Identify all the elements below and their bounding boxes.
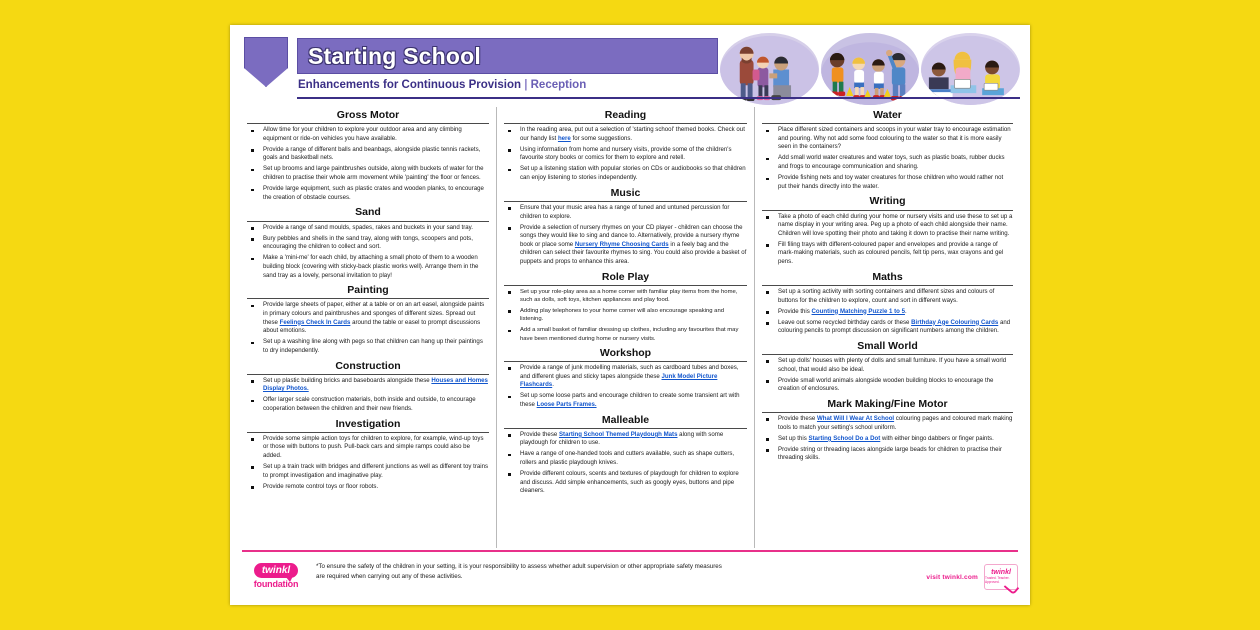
section-item-list [247,377,489,414]
item-text: Provide a range of different balls and beanbags, alongside plastic tennis rackets, goals and basketball nets. [263,145,481,162]
section-item-list [762,126,1013,191]
document-header [240,33,1020,105]
item-text: Provide large sheets of paper, either at a table or on an art easel, alongside paints in primary colours and paintbrushes and sponges of different sizes. Spread out these [263,301,485,326]
list-item [504,224,747,267]
item-text: colouring pages and coloured mark making tools to match your setting's school uniform. [778,415,1013,431]
section-divider [504,201,747,202]
section-divider [762,285,1013,286]
section-title: Investigation [335,417,401,430]
item-text: Bury pebbles and shells in the sand tray, along with tongs, scoopers and pots, encouraging the children to collect and sort. [263,234,473,251]
section-divider [504,361,747,362]
list-item [762,154,1013,171]
twinkl-approved-badge-icon [984,564,1018,590]
list-item [504,364,747,390]
section-item-list [247,435,489,492]
resource-link[interactable]: Starting School Do a Dot [808,434,881,442]
resource-link[interactable]: Birthday Age Colouring Cards [911,318,999,326]
item-text: Set up brooms and large paintbrushes outside, along with buckets of water for the children to practise their whole arm movement while 'painting' the floor or fences. [263,165,484,182]
column-left [240,107,496,548]
list-item [504,307,747,324]
list-item [504,146,747,163]
subtitle-separator: | [524,79,528,91]
item-text: Provide small world animals alongside wooden building blocks to encourage the creation of enclosures. [778,376,994,393]
section-item-list [762,415,1013,463]
list-item [762,357,1013,374]
list-item [247,483,489,492]
item-text: Using information from home and nursery visits, provide some of the children's favourite story books or comics for them to explore and retell. [520,145,732,162]
item-text: Provide some simple action toys for children to explore, for example, wind-up toys or those with buttons to push. Pull-back cars and simple ramps could also be added. [263,434,484,460]
list-item [247,338,489,355]
section-item-list [247,224,489,281]
section-title: Music [610,186,641,199]
item-text: Set up a washing line along with pegs so that children can hang up their paintings to dry independently. [263,338,483,354]
list-item [762,435,1013,444]
section-item-list [504,288,747,343]
document-sheet [230,25,1030,605]
section-divider [247,123,489,124]
list-item [762,288,1013,305]
item-text: Make a 'mini-me' for each child, by attaching a small photo of them to a wooden building block (covering with sticky-back plastic works well). Arrange them in the sand tray as a lovely, personal invitation to play! [263,254,479,279]
list-item [247,146,489,163]
list-item [247,463,489,480]
badge-sub: Trusted. Teacher. Approved. [985,576,1010,584]
section-title: Malleable [601,413,650,426]
item-text: Set up your role-play area as a home corner with familiar play items from the home, such as dolls, soft toys, kitchen appliances and play food. [520,288,738,304]
resource-link[interactable]: Houses and Homes Display Photos. [263,376,488,393]
list-item [247,254,489,280]
list-item [247,377,489,394]
section-divider [247,221,489,222]
resource-link[interactable]: Feelings Check In Cards [279,318,351,326]
item-text: . [904,307,907,315]
section-item-list [762,357,1013,394]
children-running-with-cones-photo [821,33,920,105]
resource-link[interactable]: Nursery Rhyme Choosing Cards [574,240,669,248]
twinkl-logo-word: twinkl [254,563,298,578]
list-item [762,308,1013,317]
header-banner-images [720,33,1020,105]
section-divider [762,123,1013,124]
list-item [762,174,1013,191]
list-item [247,185,489,202]
list-item [504,204,747,221]
list-item [762,241,1013,267]
title-bar [297,38,718,74]
list-item [504,288,747,305]
list-item [504,165,747,182]
list-item [247,435,489,461]
twinkl-foundation-logo [240,558,312,589]
item-text: Provide these [520,430,559,438]
list-item [762,377,1013,394]
list-item [247,396,489,413]
item-text: Set up dolls' houses with plenty of dolls and small furniture. If you have a small world school, that would also be ideal. [778,356,1007,373]
item-text: Set up a listening station with popular stories on CDs or audiobooks so that children can enjoy listening to stories independently. [520,165,746,182]
list-item [247,224,489,233]
item-text: Fill filing trays with different-coloured paper and envelopes and provide a range of mark-making materials, such as coloured pencils, felt tip pens, wax crayons and gel pens. [778,240,1004,266]
page-title: Starting School [308,42,481,69]
resource-link[interactable]: Junk Model Picture Flashcards [520,372,718,389]
item-text: Provide different colours, scents and textures of playdough for children to explore and discuss. Add simple enhancements, such as googly eyes, buttons and pipe cleaners. [520,470,739,495]
section-item-list [762,213,1013,267]
item-text: Adding play telephones to your home corner will also encourage speaking and listening. [520,308,725,323]
list-item [247,126,489,143]
column-right [754,107,1020,548]
item-text: with either bingo dabbers or finger paints. [880,434,994,442]
section-title: Sand [355,206,381,219]
resource-link[interactable]: Counting Matching Puzzle 1 to 5 [811,307,905,315]
section-divider [247,298,489,299]
section-divider [247,374,489,375]
list-item [762,446,1013,463]
twinkl-foundation-word: foundation [253,579,299,589]
section-item-list [504,126,747,183]
section-title: Workshop [599,346,652,359]
list-item [762,415,1013,432]
header-divider [297,97,1020,99]
item-text: Set up a sorting activity with sorting containers and different sizes and colours of buttons for the children to explore, count and sort in different ways. [778,287,995,304]
list-item [504,470,747,496]
section-divider [762,354,1013,355]
list-item [762,319,1013,336]
content-columns [240,107,1020,548]
item-text: along with some playdough for children to use. [520,430,724,447]
item-text: Set up some loose parts and encourage children to create some transient art with these [520,392,740,408]
section-divider [762,412,1013,413]
resource-link[interactable]: here [557,134,571,142]
section-divider [504,428,747,429]
badge-word: twinkl [991,569,1011,577]
parents-greeting-child-photo [720,33,819,105]
section-item-list [247,126,489,202]
section-title: Construction [335,359,401,372]
item-text: Provide a selection of nursery rhymes on your CD player - children can choose the songs they would like to sing and dance to. Alternatively, provide a nursery rhyme book or place some [520,223,743,248]
item-text: around the table or easel to prompt discussions about emotions. [263,318,481,335]
list-item [762,213,1013,239]
item-text: Provide a range of junk modelling materials, such as cardboard tubes and boxes, and different glues and sticky tapes alongside these [520,364,739,380]
resource-link[interactable]: Loose Parts Frames. [536,400,597,408]
safety-note: *To ensure the safety of the children in your setting, it is your responsibility to assess whether adult supervision or other appropriate safety measures are required when carrying out any of these activities. [316,563,722,580]
section-title: Writing [869,195,906,208]
footer-right-group [926,564,1018,590]
list-item [247,235,489,252]
item-text: in a feely bag and the children can select their favourite rhymes to sing. You could also provide a basket of puppets and props to enhance this area. [520,240,747,266]
resource-link[interactable]: What Will I Wear At School [816,415,895,423]
list-item [762,126,1013,152]
section-item-list [504,204,747,267]
children-sitting-reading-photo [921,33,1020,105]
item-text: Set up a train track with bridges and different junctions as well as different toy trains to prompt investigation and imaginative play. [263,463,489,479]
list-item [247,301,489,336]
item-text: Ensure that your music area has a range of tuned and untuned percussion for children to explore. [520,203,730,220]
item-text: Provide this [778,307,812,315]
item-text: and colouring pencils to prompt discussion on significant numbers among the children. [778,318,1011,335]
item-text: Place different sized containers and scoops in your water tray to encourage estimation and pouring. Why not add some food colouring to the water so that it is more easily seen in the containers? [778,126,1011,151]
list-item [504,450,747,467]
item-text: Provide fishing nets and toy water creatures for those children who would rather not put their hands directly into the water. [778,174,1004,190]
item-text: Have a range of one-handed tools and cutters available, such as shape cutters, rollers and plastic playdough knives. [520,450,735,467]
section-divider [504,285,747,286]
item-text: Offer larger scale construction materials, both inside and outside, to encourage cooperation between the children and their new friends. [263,396,476,412]
section-title: Water [873,109,902,121]
item-text: . [552,381,554,389]
list-item [504,326,747,343]
section-title: Reading [604,109,647,121]
list-item [504,431,747,448]
document-footer [240,552,1020,606]
section-item-list [504,431,747,496]
item-text: Add small world water creatures and water toys, such as plastic boats, rubber ducks and frogs to encourage communication and sharing. [778,154,1005,171]
item-text: Provide remote control toys or floor robots. [263,482,379,490]
list-item [504,126,747,143]
item-text: In the reading area, put out a selection of 'starting school' themed books. Check out our handy list [520,126,745,142]
item-text: Set up plastic building bricks and baseboards alongside these [263,376,432,384]
item-text: Provide a range of sand moulds, spades, rakes and buckets in your sand tray. [263,223,473,231]
section-title: Painting [347,284,389,297]
item-text: Allow time for your children to explore your outdoor area and any climbing equipment or ride-on vehicles you have available. [263,126,462,142]
shield-badge-icon [244,37,288,87]
item-text: Add a small basket of familiar dressing up clothes, including any favourites that may have been mentioned during home or nursery visits. [520,327,739,342]
column-middle [496,107,754,548]
section-divider [504,123,747,124]
item-text: Provide these [778,415,817,423]
section-title: Maths [872,270,903,283]
section-divider [762,210,1013,211]
subtitle-main: Enhancements for Continuous Provision [298,79,521,91]
page-subtitle [298,79,586,91]
list-item [504,392,747,409]
section-title: Gross Motor [336,109,400,121]
section-item-list [762,288,1013,336]
item-text: for some suggestions. [570,134,633,142]
item-text: Provide large equipment, such as plastic crates and wooden planks, to encourage the creation of obstacle courses. [263,185,484,201]
section-title: Mark Making/Fine Motor [827,397,948,410]
resource-link[interactable]: Starting School Themed Playdough Mats [558,430,678,438]
item-text: Provide string or threading laces alongside large beads for children to practise their threading skills. [778,445,1002,462]
visit-twinkl-link[interactable]: visit twinkl.com [926,573,978,581]
section-title: Role Play [601,270,650,283]
section-item-list [504,364,747,410]
section-title: Small World [857,339,918,352]
subtitle-stage: Reception [530,79,587,91]
list-item [247,165,489,182]
item-text: Set up this [778,434,809,442]
section-divider [247,432,489,433]
item-text: Leave out some recycled birthday cards or these [778,318,912,326]
section-item-list [247,301,489,355]
item-text: Take a photo of each child during your home or nursery visits and use these to set up a name display in your writing area. Peg up a photo of each child alongside their name. Children will love spotting their photo and taking it down to practise their name writing. [778,212,1013,237]
